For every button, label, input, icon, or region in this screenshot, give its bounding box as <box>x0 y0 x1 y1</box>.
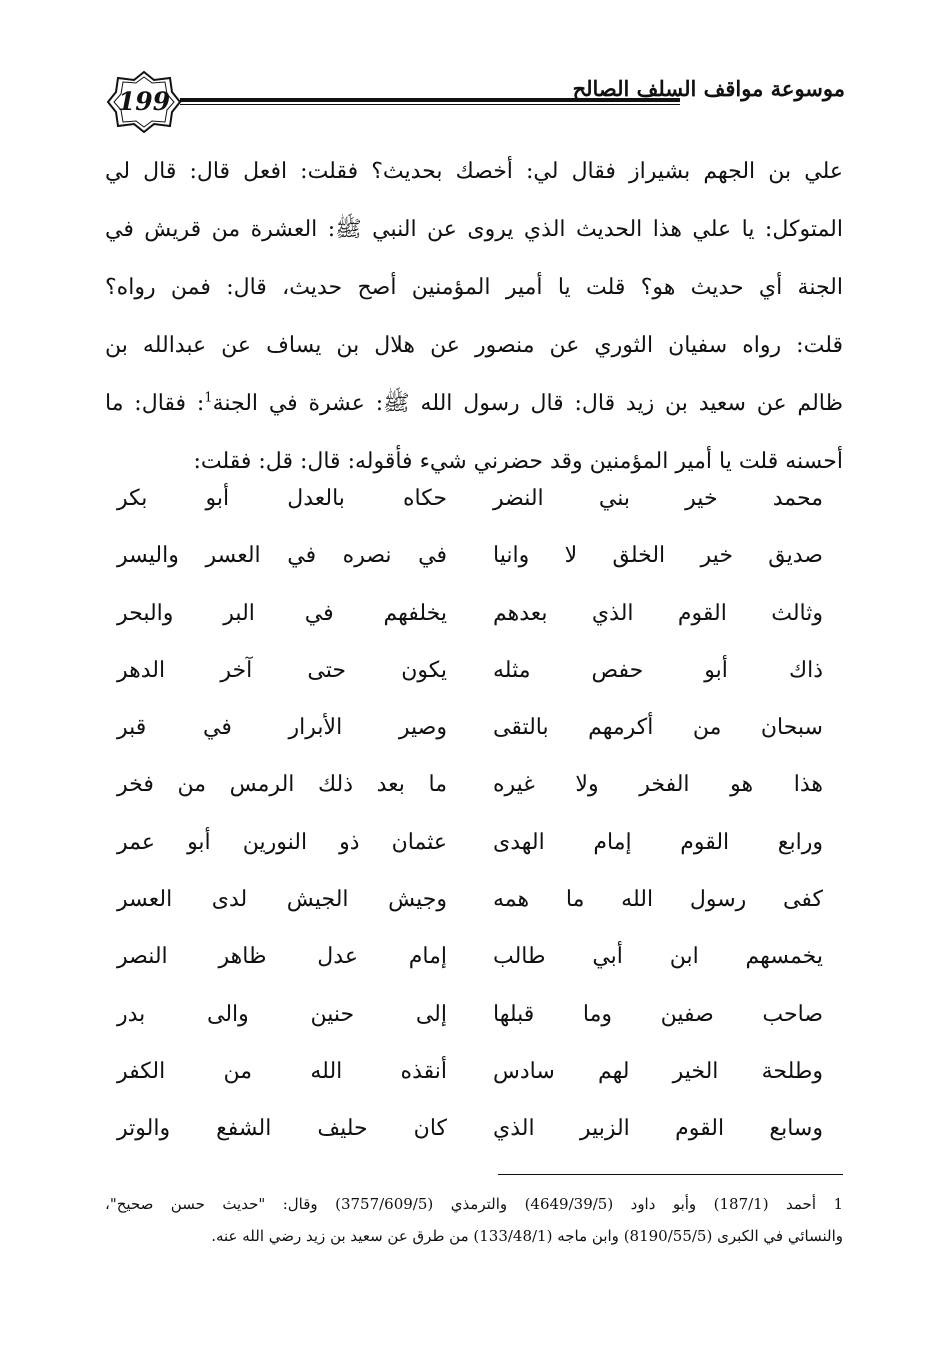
verse-second-hemistich: يكون حتى آخر الدهر <box>117 657 447 683</box>
footnote-line: 1 أحمد (187/1) وأبو داود (4649/39/5) والترمذي (3757/609/5) وقال: "حديث حسن صحيح"، <box>105 1195 843 1213</box>
verse-first-hemistich: ذاك أبو حفص مثله <box>493 657 823 683</box>
verse-second-hemistich: عثمان ذو النورين أبو عمر <box>117 829 447 855</box>
verse-second-hemistich: حكاه بالعدل أبو بكر <box>117 486 447 511</box>
page-header <box>100 62 845 142</box>
poem-verse <box>105 986 843 1043</box>
poem-verse <box>105 756 843 813</box>
verse-first-hemistich: محمد خير بني النضر <box>493 486 823 511</box>
verse-second-hemistich: إمام عدل ظاهر النصر <box>117 944 447 970</box>
verse-first-hemistich: هذا هو الفخر ولا غيره <box>493 772 823 798</box>
verse-first-hemistich: صديق خير الخلق لا وانيا <box>493 543 823 569</box>
footnote-ref[interactable]: 1 <box>204 390 213 406</box>
body-line-text: ظالم عن سعيد بن زيد قال: قال رسول الله ﷺ: عشرة في الجنة <box>212 391 843 416</box>
body-line: علي بن الجهم بشيراز فقال لي: أخصك بحديث؟ فقلت: افعل قال: قال لي <box>105 159 843 184</box>
poem-verse <box>105 642 843 699</box>
body-text <box>105 143 843 491</box>
poem <box>105 470 843 1158</box>
verse-first-hemistich: يخمسهم ابن أبي طالب <box>493 944 823 970</box>
body-line: المتوكل: يا علي هذا الحديث الذي يروى عن النبي ﷺ: العشرة من قريش في <box>105 217 843 242</box>
poem-verse <box>105 928 843 985</box>
poem-verse <box>105 527 843 584</box>
verse-first-hemistich: وثالث القوم الذي بعدهم <box>493 600 823 626</box>
verse-first-hemistich: صاحب صفين وما قبلها <box>493 1001 823 1027</box>
series-title: موسوعة مواقف السلف الصالح <box>572 76 845 101</box>
body-line-tail: : فقال: ما <box>105 391 205 416</box>
verse-second-hemistich: أنقذه الله من الكفر <box>117 1058 447 1084</box>
body-line: أحسنه قلت يا أمير المؤمنين وقد حضرني شيء فأقوله: قال: قل: فقلت: <box>193 449 843 474</box>
poem-verse <box>105 585 843 642</box>
verse-second-hemistich: ما بعد ذلك الرمس من فخر <box>117 772 447 798</box>
verse-second-hemistich: يخلفهم في البر والبحر <box>117 600 447 626</box>
poem-verse <box>105 871 843 928</box>
footnote-divider <box>498 1174 843 1175</box>
poem-verse <box>105 814 843 871</box>
verse-second-hemistich: وصير الأبرار في قبر <box>117 715 447 741</box>
poem-verse <box>105 470 843 527</box>
body-line: الجنة أي حديث هو؟ قلت يا أمير المؤمنين أصح حديث، قال: فمن رواه؟ <box>105 275 843 300</box>
footnotes <box>105 1188 843 1252</box>
verse-first-hemistich: وطلحة الخير لهم سادس <box>493 1058 823 1084</box>
verse-first-hemistich: ورابع القوم إمام الهدى <box>493 829 823 855</box>
body-line <box>105 375 843 433</box>
poem-verse <box>105 1100 843 1157</box>
verse-first-hemistich: وسابع القوم الزبير الذي <box>493 1116 823 1142</box>
verse-second-hemistich: في نصره في العسر واليسر <box>117 543 447 569</box>
page-number: 199 <box>117 87 171 116</box>
verse-first-hemistich: سبحان من أكرمهم بالتقى <box>493 715 823 741</box>
verse-second-hemistich: كان حليف الشفع والوتر <box>117 1116 447 1142</box>
poem-verse <box>105 1043 843 1100</box>
verse-second-hemistich: إلى حنين والى بدر <box>117 1001 447 1027</box>
page-number-badge <box>106 70 182 134</box>
body-line: قلت: رواه سفيان الثوري عن منصور عن هلال بن يساف عن عبدالله بن <box>105 333 843 358</box>
verse-second-hemistich: وجيش الجيش لدى العسر <box>117 887 447 913</box>
poem-verse <box>105 699 843 756</box>
footnote-line: والنسائي في الكبرى (8190/55/5) وابن ماجه (133/48/1) من طرق عن سعيد بن زيد رضي الله عنه. <box>211 1227 843 1245</box>
verse-first-hemistich: كفى رسول الله ما همه <box>493 887 823 913</box>
